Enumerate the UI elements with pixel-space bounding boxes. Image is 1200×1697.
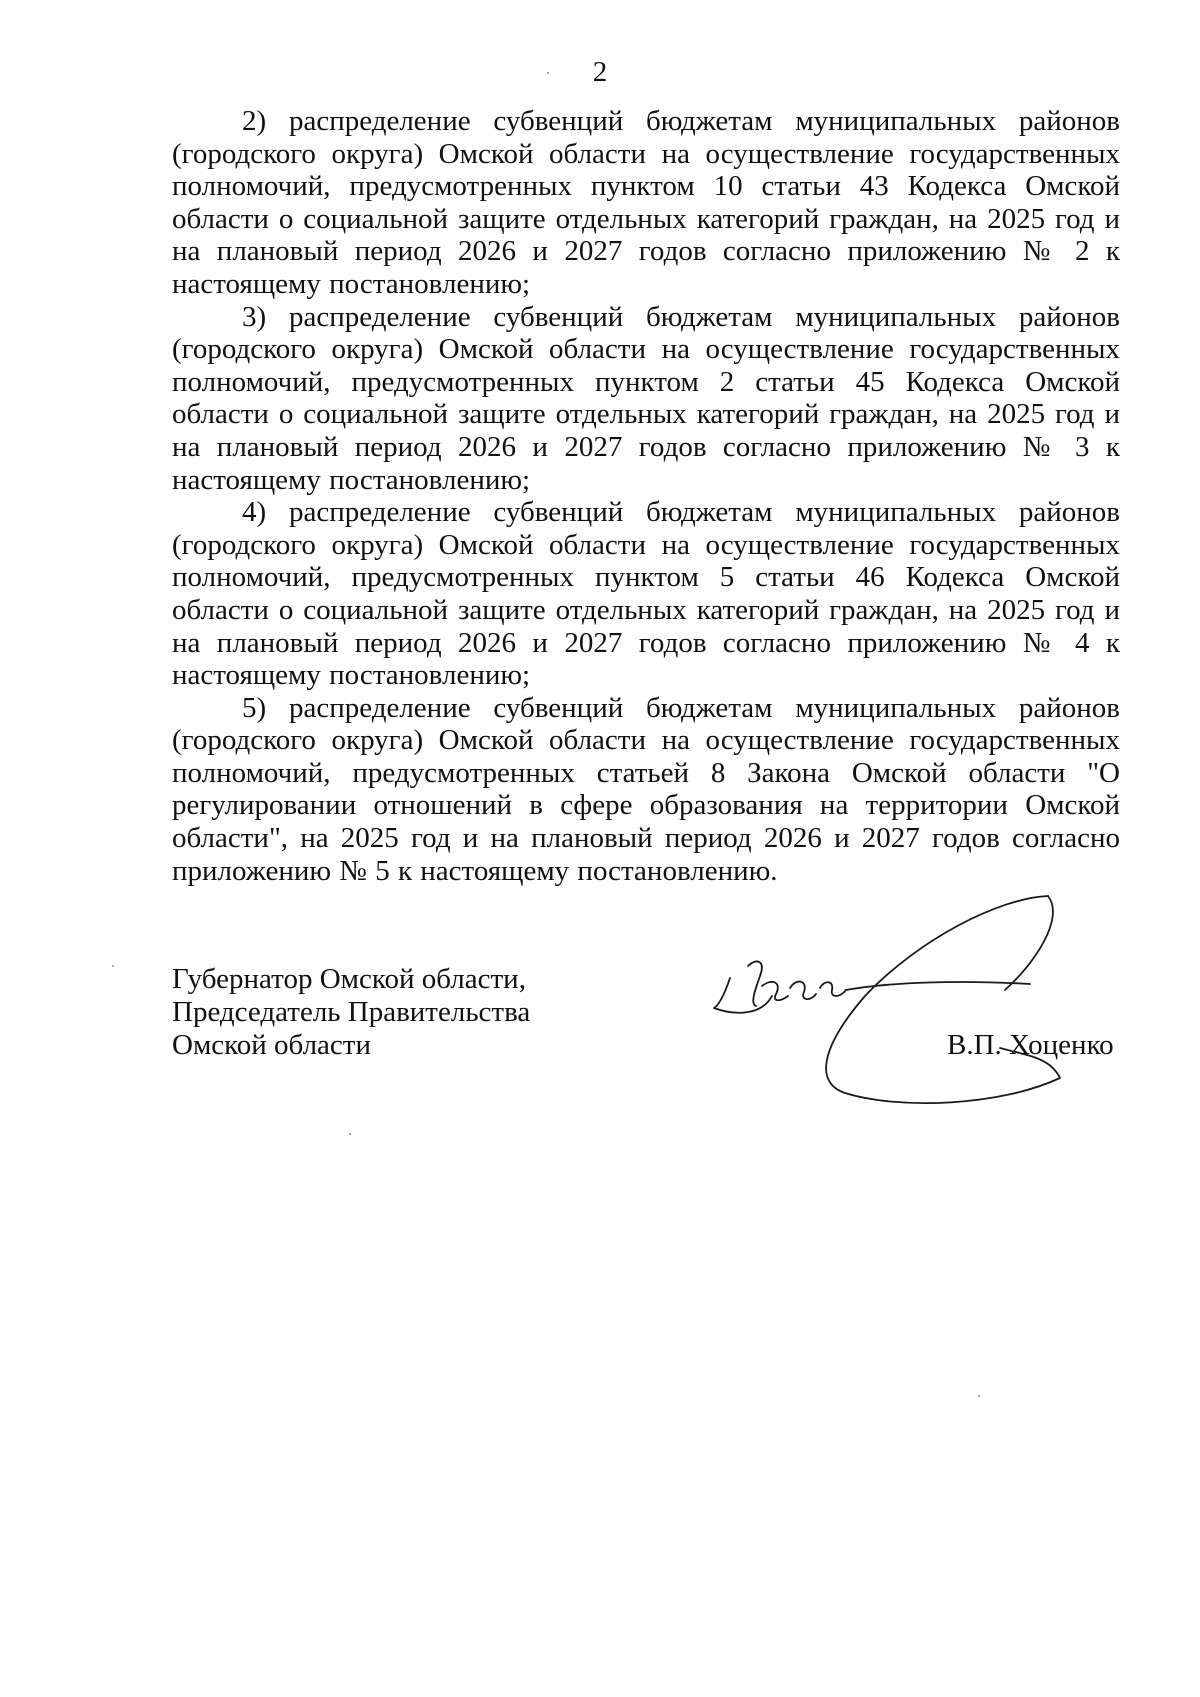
handwritten-signature — [700, 878, 1100, 1118]
signatory-name: В.П. Хоценко — [947, 1029, 1114, 1061]
page-number: 2 — [592, 56, 608, 88]
document-body — [172, 105, 1120, 887]
paragraph-item-5: 5) распределение субвенций бюджетам муниципальных районов (городского округа) Омской области на осуществление государственных полномочий, предусмотренных статьей 8 Закона Омской области "О регулировании отношений в сфере образования на территории Омской области", на 2025 год и на плановый период 2026 и 2027 годов согласно приложению № 5 к настоящему постановлению. — [172, 691, 1120, 887]
paragraph-item-3: 3) распределение субвенций бюджетам муниципальных районов (городского округа) Омской области на осуществление государственных полномочий, предусмотренных пунктом 2 статьи 45 Кодекса Омской области о социальной защите отдельных категорий граждан, на 2025 год и на плановый период 2026 и 2027 годов согласно приложению № 3 к настоящему постановлению; — [172, 300, 1120, 496]
signatory-title-line: Омской области — [172, 1029, 371, 1061]
scan-speck — [349, 1133, 351, 1135]
scan-speck — [547, 72, 549, 74]
signatory-title — [172, 963, 530, 1062]
paragraph-item-4: 4) распределение субвенций бюджетам муниципальных районов (городского округа) Омской области на осуществление государственных полномочий, предусмотренных пунктом 5 статьи 46 Кодекса Омской области о социальной защите отдельных категорий граждан, на 2025 год и на плановый период 2026 и 2027 годов согласно приложению № 4 к настоящему постановлению; — [172, 496, 1120, 692]
scan-speck — [978, 1395, 980, 1397]
signatory-title-line: Губернатор Омской области, — [172, 963, 526, 995]
signatory-title-line: Председатель Правительства — [172, 996, 531, 1028]
paragraph-item-2: 2) распределение субвенций бюджетам муниципальных районов (городского округа) Омской области на осуществление государственных полномочий, предусмотренных пунктом 10 статьи 43 Кодекса Омской области о социальной защите отдельных категорий граждан, на 2025 год и на плановый период 2026 и 2027 годов согласно приложению № 2 к настоящему постановлению; — [172, 105, 1120, 300]
scan-speck — [112, 965, 114, 967]
